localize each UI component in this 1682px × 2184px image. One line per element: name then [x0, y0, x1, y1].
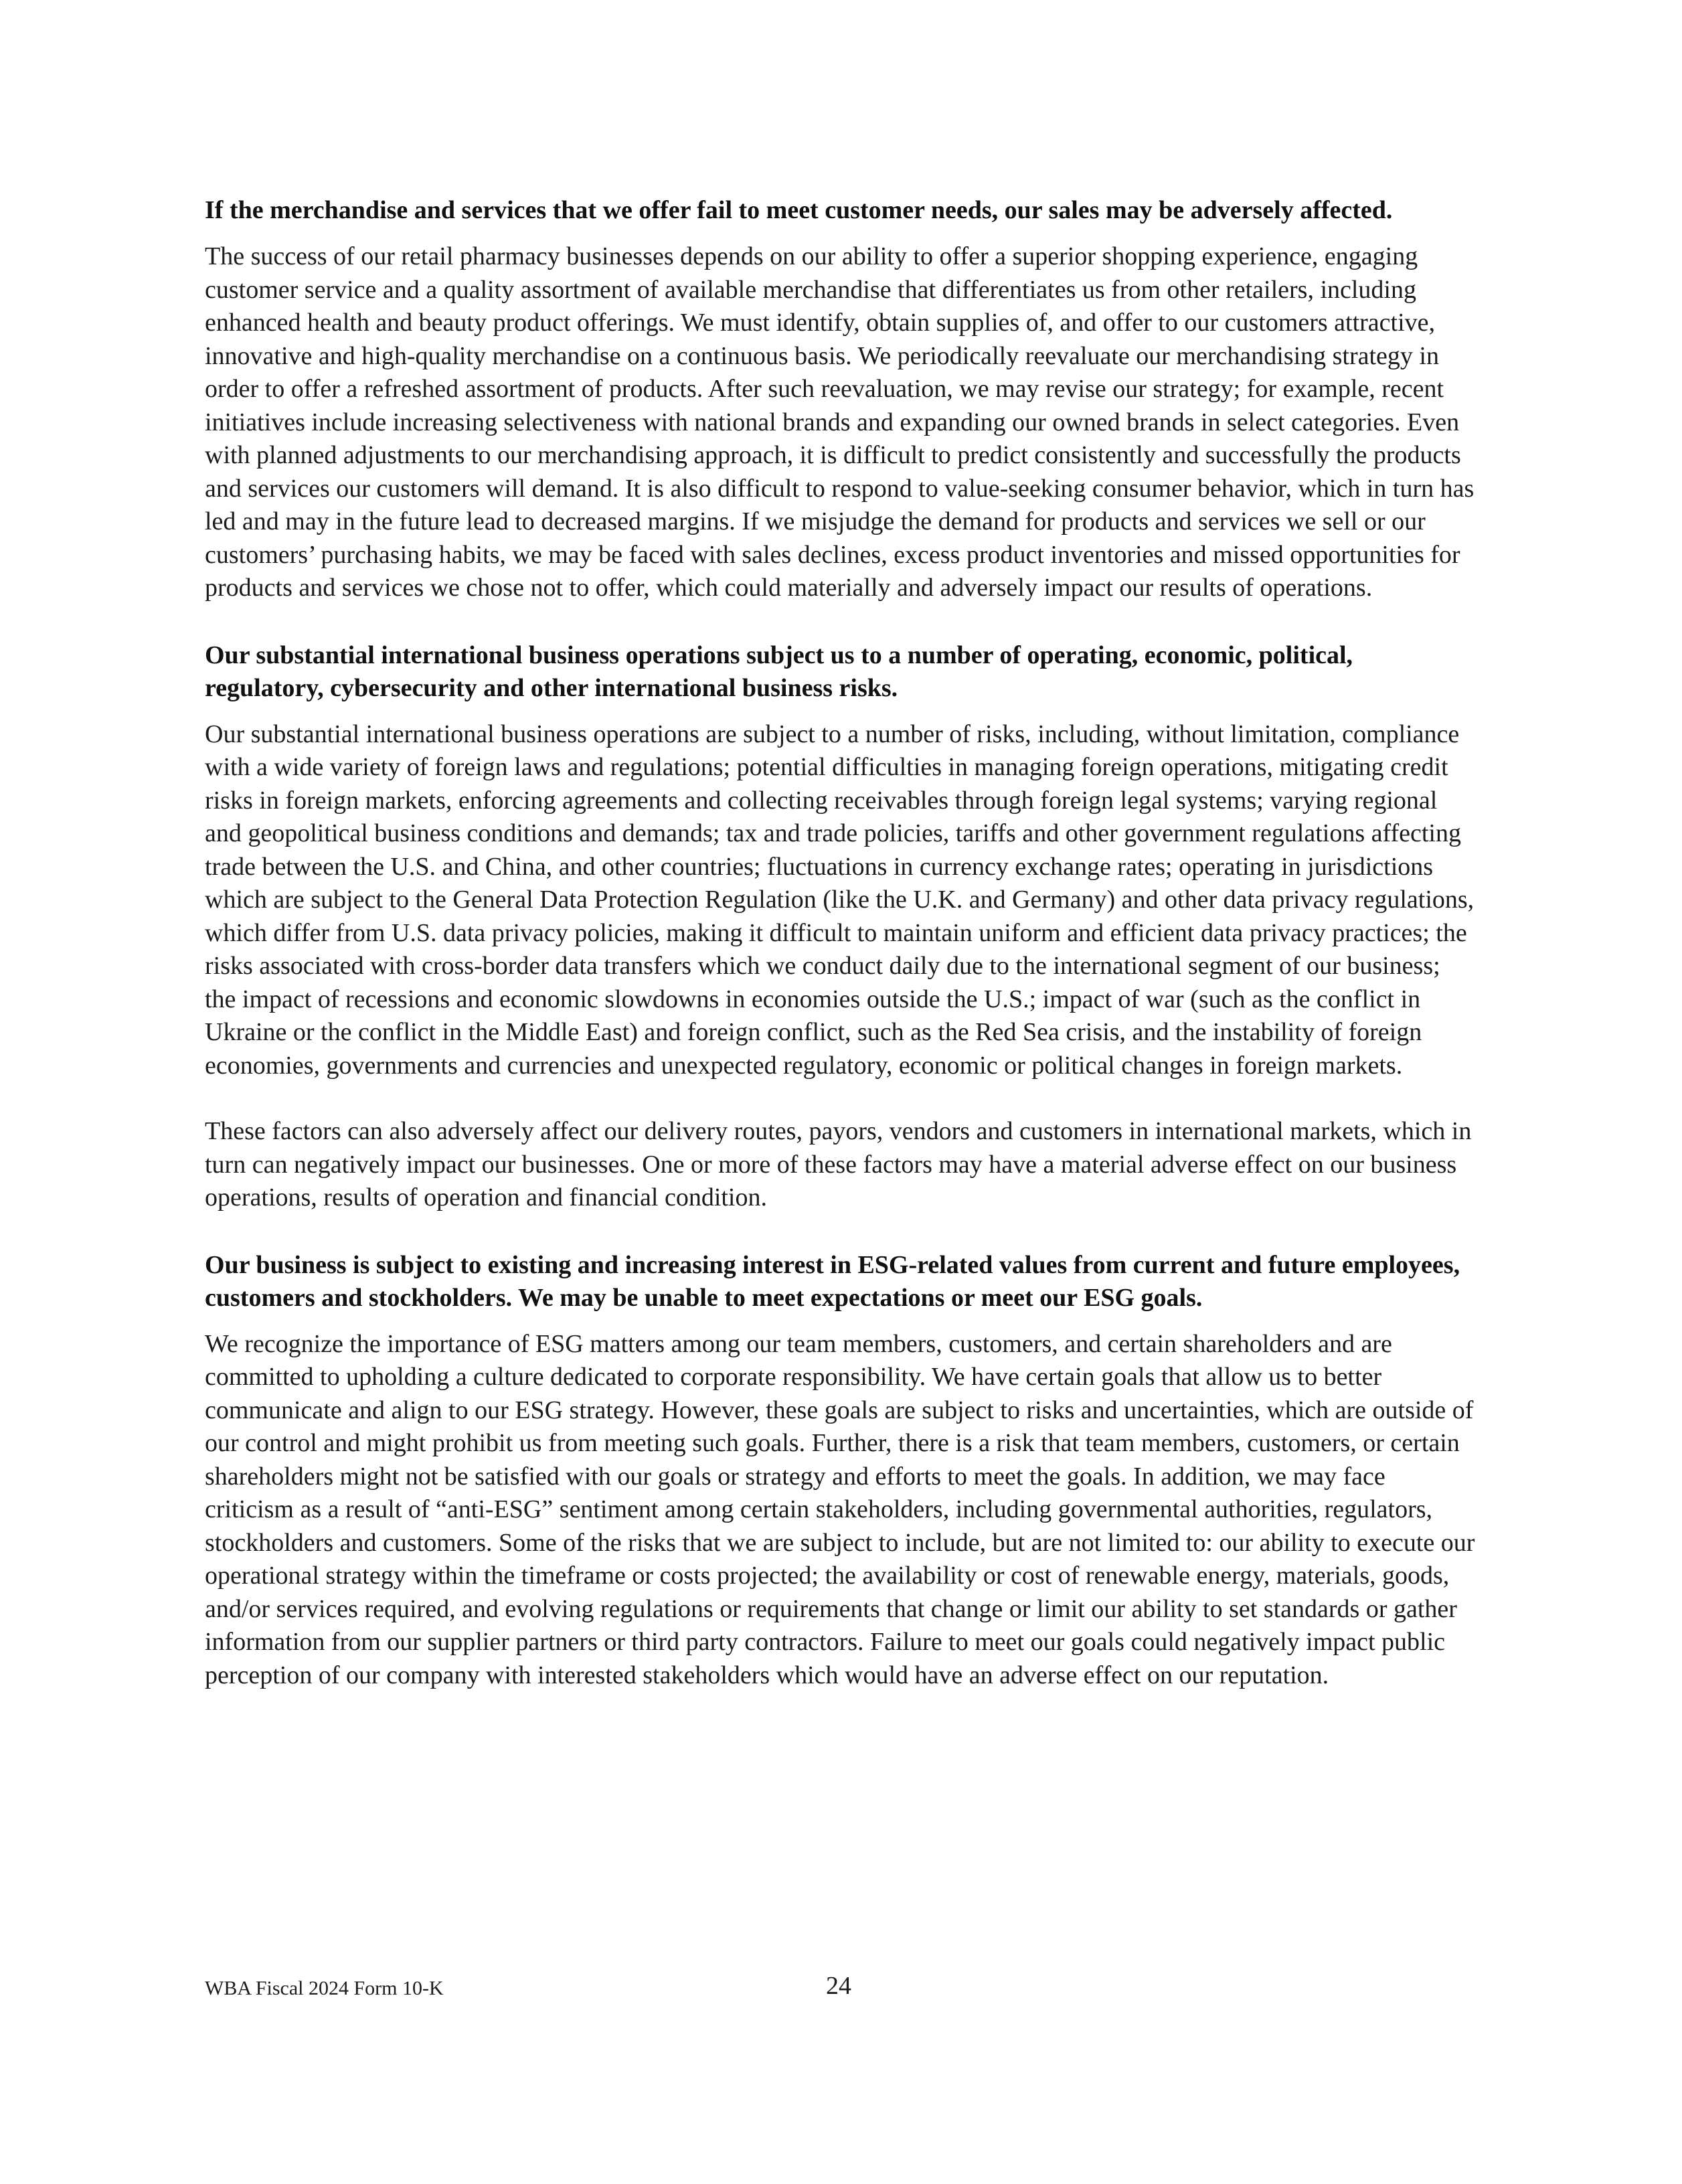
risk-section-esg	[205, 1249, 1477, 1693]
risk-section-international	[205, 639, 1477, 1215]
section-paragraph: These factors can also adversely affect our delivery routes, payors, vendors and customers in international markets, which in turn can negatively impact our businesses. One or more of these factors may have a material adverse effect on our business operations, results of operation and financial condition.	[205, 1117, 1472, 1211]
page-footer	[205, 1971, 1477, 1998]
section-heading: Our business is subject to existing and increasing interest in ESG-related values from current and future employees, customers and stockholders. We may be unable to meet expectations or meet our ESG goals.	[205, 1250, 1460, 1312]
section-paragraph: Our substantial international business operations are subject to a number of risks, including, without limitation, compliance with a wide variety of foreign laws and regulations; potential difficulties in managing foreign operations, mitigating credit risks in foreign markets, enforcing agreements and collecting receivables through foreign legal systems; varying regional and geopolitical business conditions and demands; tax and trade policies, tariffs and other government regulations affecting trade between the U.S. and China, and other countries; fluctuations in currency exchange rates; operating in jurisdictions which are subject to the General Data Protection Regulation (like the U.K. and Germany) and other data privacy regulations, which differ from U.S. data privacy policies, making it difficult to maintain uniform and efficient data privacy practices; the risks associated with cross-border data transfers which we conduct daily due to the international segment of our business; the impact of recessions and economic slowdowns in economies outside the U.S.; impact of war (such as the conflict in Ukraine or the conflict in the Middle East) and foreign conflict, such as the Red Sea crisis, and the instability of foreign economies, governments and currencies and unexpected regulatory, economic or political changes in foreign markets.	[205, 720, 1475, 1080]
document-page	[205, 194, 1477, 1692]
section-heading: Our substantial international business operations subject us to a number of operating, economic, political, regulatory, cybersecurity and other international business risks.	[205, 641, 1353, 702]
section-heading: If the merchandise and services that we offer fail to meet customer needs, our sales may be adversely affected.	[205, 196, 1393, 224]
page-number: 24	[826, 1972, 851, 2000]
risk-section-merchandise	[205, 194, 1477, 605]
section-paragraph: We recognize the importance of ESG matters among our team members, customers, and certain shareholders and are committed to upholding a culture dedicated to corporate responsibility. We have certain goals that allow us to better communicate and align to our ESG strategy. However, these goals are subject to risks and uncertainties, which are outside of our control and might prohibit us from meeting such goals. Further, there is a risk that team members, customers, or certain shareholders might not be satisfied with our goals or strategy and efforts to meet the goals. In addition, we may face criticism as a result of “anti-ESG” sentiment among certain stakeholders, including governmental authorities, regulators, stockholders and customers. Some of the risks that we are subject to include, but are not limited to: our ability to execute our operational strategy within the timeframe or costs projected; the availability or cost of renewable energy, materials, goods, and/or services required, and evolving regulations or requirements that change or limit our ability to set standards or gather information from our supplier partners or third party contractors. Failure to meet our goals could negatively impact public perception of our company with interested stakeholders which would have an adverse effect on our reputation.	[205, 1329, 1475, 1689]
section-paragraph: The success of our retail pharmacy businesses depends on our ability to offer a superior shopping experience, engaging customer service and a quality assortment of available merchandise that differentiates us from other retailers, including enhanced health and beauty product offerings. We must identify, obtain supplies of, and offer to our customers attractive, innovative and high-quality merchandise on a continuous basis. We periodically reevaluate our merchandising strategy in order to offer a refreshed assortment of products. After such reevaluation, we may revise our strategy; for example, recent initiatives include increasing selectiveness with national brands and expanding our owned brands in select categories. Even with planned adjustments to our merchandising approach, it is difficult to predict consistently and successfully the products and services our customers will demand. It is also difficult to respond to value-seeking consumer behavior, which in turn has led and may in the future lead to decreased margins. If we misjudge the demand for products and services we sell or our customers’ purchasing habits, we may be faced with sales declines, excess product inventories and missed opportunities for products and services we chose not to offer, which could materially and adversely impact our results of operations.	[205, 242, 1475, 602]
document-label: WBA Fiscal 2024 Form 10-K	[205, 1977, 444, 1999]
